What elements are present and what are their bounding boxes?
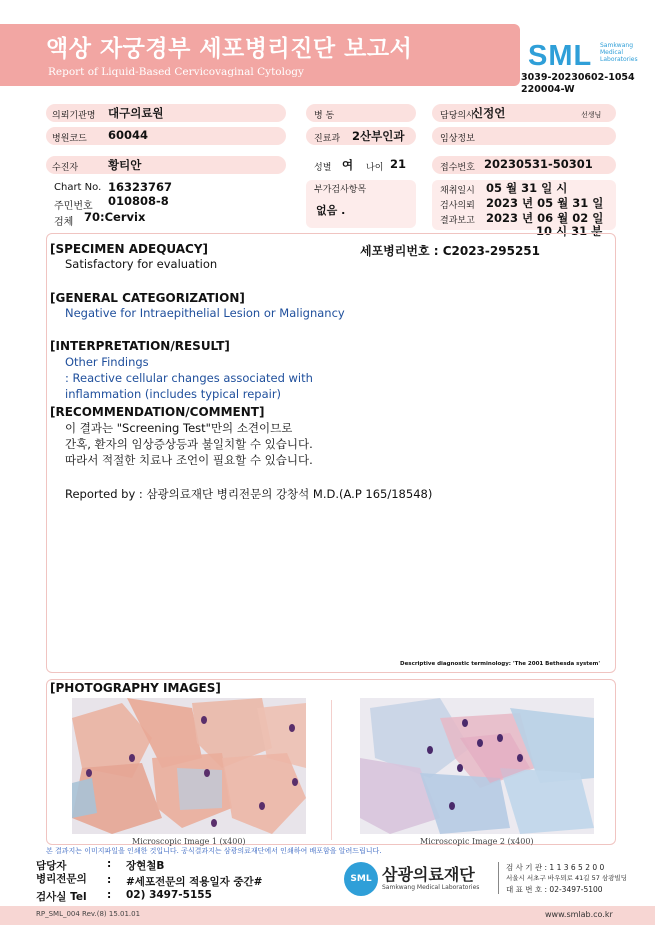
print-notice: 본 결과지는 이미지파일을 인쇄한 것입니다. 공식결과지는 삼광의료재단에서 인쇄하여 배포함을 알려드립니다. bbox=[46, 847, 382, 855]
doctor-label: 담당의사 bbox=[440, 111, 475, 121]
institution-value: 대구의료원 bbox=[108, 106, 164, 120]
chart-no-value: 16323767 bbox=[108, 180, 173, 194]
collection-date-value: 05 월 31 일 시 bbox=[486, 181, 568, 195]
doctor-value: 신정언 bbox=[472, 106, 506, 120]
age-label: 나이 bbox=[366, 163, 384, 173]
sex-value: 여 bbox=[342, 158, 354, 172]
specimen-label: 검체 bbox=[54, 217, 74, 228]
clinical-info-label: 임상정보 bbox=[440, 134, 475, 144]
receipt-no-label: 접수번호 bbox=[440, 163, 475, 173]
report-number-line-1: 3039-20230602-1054 bbox=[521, 72, 635, 83]
extra-tests-value: 없음 . bbox=[316, 204, 346, 217]
pathologist-value: #세포전문의 적용일자 중간# bbox=[126, 876, 263, 888]
main-phone: 대 표 번 호 : 02-3497-5100 bbox=[506, 885, 603, 894]
collector-pill bbox=[46, 156, 286, 174]
staff-colon: : bbox=[107, 858, 112, 870]
foundation-name-en: Samkwang Medical Laboratories bbox=[382, 884, 480, 891]
institution-label: 의뢰기관명 bbox=[52, 111, 96, 121]
request-date-value: 2023 년 05 월 31 일 bbox=[486, 196, 604, 210]
microscopic-image-1 bbox=[72, 698, 306, 834]
pathologist-colon: : bbox=[107, 874, 112, 886]
comment-line-1: 이 결과는 "Screening Test"만의 소견이므로 bbox=[65, 421, 293, 435]
collector-label: 수진자 bbox=[52, 163, 79, 173]
sml-logo-subtitle: Samkwang Medical Laboratories bbox=[600, 42, 638, 63]
extra-tests-label: 부가검사항목 bbox=[314, 185, 367, 195]
adequacy-heading: [SPECIMEN ADEQUACY] bbox=[50, 242, 209, 256]
categorization-heading: [GENERAL CATEGORIZATION] bbox=[50, 291, 245, 305]
result-time-value: 10 시 31 분 bbox=[536, 224, 603, 238]
hospital-code-label: 병원코드 bbox=[52, 134, 87, 144]
lab-address: 서울시 서초구 바우뫼로 41길 57 삼광빌딩 bbox=[506, 874, 628, 882]
interpretation-heading: [INTERPRETATION/RESULT] bbox=[50, 339, 230, 353]
ward-label: 병 동 bbox=[314, 111, 335, 121]
sml-logo: SML bbox=[528, 40, 593, 72]
request-date-label: 검사의뢰 bbox=[440, 201, 475, 211]
specimen-value: 70:Cervix bbox=[84, 210, 146, 224]
resident-no-value: 010808-8 bbox=[108, 194, 169, 208]
interpretation-line-1: Other Findings bbox=[65, 355, 149, 369]
cytology-number: 세포병리번호 : C2023-295251 bbox=[360, 244, 540, 258]
age-value: 21 bbox=[390, 157, 407, 171]
doctor-suffix: 선생님 bbox=[581, 111, 602, 119]
adequacy-text: Satisfactory for evaluation bbox=[65, 257, 218, 271]
interpretation-line-3: inflammation (includes typical repair) bbox=[65, 387, 282, 401]
lab-tel-colon: : bbox=[107, 889, 112, 901]
pathologist-label: 병리전문의 bbox=[36, 873, 87, 885]
page-title: 액상 자궁경부 세포병리진단 보고서 bbox=[46, 36, 413, 62]
comment-line-3: 따라서 적절한 치료나 조언이 필요할 수 있습니다. bbox=[65, 453, 313, 467]
result-date-label: 결과보고 bbox=[440, 216, 475, 226]
collector-value: 황티안 bbox=[108, 158, 142, 172]
staff-label: 담당자 bbox=[36, 860, 67, 872]
report-number bbox=[521, 72, 651, 96]
footer-divider bbox=[498, 862, 499, 894]
report-number-line-2: 220004-W bbox=[521, 84, 575, 95]
hospital-code-value: 60044 bbox=[108, 128, 149, 142]
foundation-logo: SML bbox=[344, 862, 378, 896]
lab-registration: 검 사 기 관 : 1 1 3 6 5 2 0 0 bbox=[506, 863, 605, 872]
caption-image-1: Microscopic Image 1 (x400) bbox=[132, 837, 246, 846]
result-date-value: 2023 년 06 월 02 일 bbox=[486, 211, 604, 225]
comment-line-2: 간혹, 환자의 임상증상등과 불일치할 수 있습니다. bbox=[65, 437, 313, 451]
categorization-text: Negative for Intraepithelial Lesion or Malignancy bbox=[65, 306, 345, 320]
lab-tel-label: 검사실 Tel bbox=[36, 891, 87, 903]
photo-heading: [PHOTOGRAPHY IMAGES] bbox=[50, 681, 221, 695]
recommendation-heading: [RECOMMENDATION/COMMENT] bbox=[50, 405, 265, 419]
caption-image-2: Microscopic Image 2 (x400) bbox=[420, 837, 534, 846]
collection-date-label: 채취일시 bbox=[440, 186, 475, 196]
department-label: 진료과 bbox=[314, 134, 341, 144]
reported-by: Reported by : 삼광의료재단 병리전문의 강창석 M.D.(A.P 165/18548) bbox=[65, 487, 433, 501]
microscopic-image-2 bbox=[360, 698, 594, 834]
terminology-footnote: Descriptive diagnostic terminology: 'The 2001 Bethesda system' bbox=[400, 661, 601, 667]
chart-no-label: Chart No. bbox=[54, 182, 102, 193]
sex-label: 성별 bbox=[314, 163, 332, 173]
staff-value: 장현철B bbox=[126, 860, 165, 872]
foundation-name: 삼광의료재단 bbox=[382, 865, 475, 884]
department-value: 2산부인과 bbox=[352, 129, 405, 143]
photo-divider bbox=[331, 700, 332, 840]
interpretation-line-2: : Reactive cellular changes associated with bbox=[65, 371, 313, 385]
website-link[interactable]: www.smlab.co.kr bbox=[545, 910, 613, 919]
receipt-no-value: 20230531-50301 bbox=[484, 157, 593, 171]
resident-no-label: 주민번호 bbox=[54, 201, 93, 212]
page-subtitle: Report of Liquid-Based Cervicovaginal Cytology bbox=[48, 66, 304, 78]
form-id: RP_SML_004 Rev.(8) 15.01.01 bbox=[36, 910, 141, 918]
lab-tel-value: 02) 3497-5155 bbox=[126, 889, 212, 901]
